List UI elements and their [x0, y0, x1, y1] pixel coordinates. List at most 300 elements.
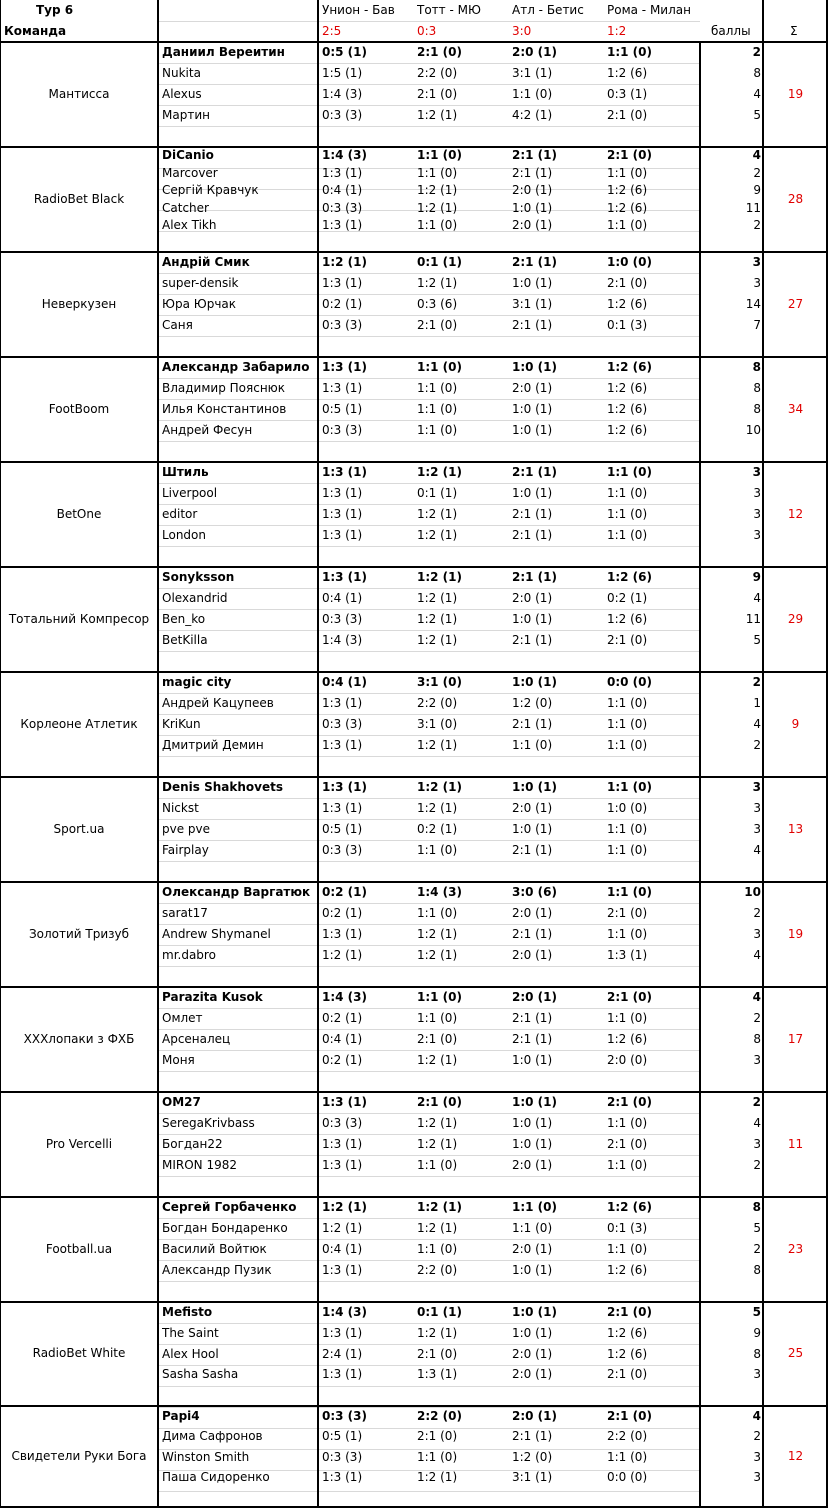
prediction-cell: 1:2 (6)	[607, 381, 648, 395]
divider-points	[699, 42, 701, 1508]
prediction-cell: 0:4 (1)	[322, 675, 367, 689]
player-points: 8	[752, 1200, 761, 1214]
prediction-cell: 1:1 (0)	[607, 486, 648, 500]
grid-line	[158, 861, 700, 862]
player-points: 4	[753, 717, 761, 731]
prediction-cell: 1:2 (1)	[417, 1116, 458, 1130]
player-name: Marcover	[162, 165, 218, 180]
prediction-cell: 1:3 (1)	[607, 948, 648, 962]
captain-name: OM27	[162, 1095, 201, 1109]
block-separator	[0, 986, 828, 988]
prediction-cell: 0:1 (1)	[417, 1305, 462, 1319]
team-total: 19	[787, 926, 804, 941]
prediction-cell: 3:1 (1)	[512, 1470, 553, 1485]
captain-name: Denis Shakhovets	[162, 780, 283, 794]
player-points: 4	[752, 1409, 761, 1423]
prediction-cell: 0:3 (3)	[322, 717, 363, 731]
prediction-cell: 0:1 (1)	[417, 255, 462, 269]
prediction-cell: 2:1 (1)	[512, 1429, 553, 1444]
prediction-cell: 1:1 (0)	[417, 402, 458, 416]
player-points: 11	[745, 200, 761, 215]
prediction-cell: 2:2 (0)	[417, 696, 458, 710]
team-name: Pro Vercelli	[45, 1136, 113, 1151]
prediction-cell: 2:0 (1)	[512, 1367, 553, 1382]
prediction-cell: 0:5 (1)	[322, 822, 363, 836]
prediction-cell: 1:0 (0)	[607, 255, 652, 269]
prediction-cell: 1:1 (0)	[512, 1200, 557, 1214]
prediction-cell: 0:2 (1)	[322, 885, 367, 899]
prediction-cell: 1:3 (1)	[322, 1325, 363, 1340]
prediction-cell: 0:1 (3)	[607, 318, 648, 332]
prediction-cell: 2:1 (0)	[607, 1409, 652, 1423]
team-total: 12	[787, 1449, 804, 1463]
prediction-cell: 1:3 (1)	[322, 738, 363, 752]
prediction-cell: 1:2 (6)	[607, 1200, 652, 1214]
player-points: 2	[753, 1011, 761, 1025]
prediction-cell: 2:1 (1)	[512, 148, 557, 162]
prediction-cell: 1:1 (0)	[607, 507, 648, 521]
player-points: 3	[753, 1449, 761, 1464]
player-points: 2	[753, 1158, 761, 1172]
prediction-cell: 1:2 (1)	[322, 255, 367, 269]
team-total: 34	[787, 401, 804, 416]
captain-name: Андрій Смик	[162, 255, 250, 269]
prediction-cell: 1:1 (0)	[607, 822, 648, 836]
prediction-cell: 2:1 (1)	[512, 465, 557, 479]
prediction-cell: 1:2 (1)	[417, 276, 458, 290]
player-points: 3	[753, 801, 761, 815]
prediction-cell: 1:2 (1)	[417, 1200, 462, 1214]
prediction-cell: 1:0 (1)	[512, 1116, 553, 1130]
prediction-cell: 0:1 (1)	[417, 486, 458, 500]
block-separator	[0, 566, 828, 568]
prediction-cell: 1:0 (1)	[512, 486, 553, 500]
prediction-cell: 1:0 (1)	[512, 675, 557, 689]
prediction-cell: 2:0 (1)	[512, 1409, 557, 1423]
prediction-cell: 1:1 (0)	[607, 885, 652, 899]
prediction-cell: 1:4 (3)	[322, 990, 367, 1004]
team-name: Тотальний Компресор	[8, 611, 150, 626]
prediction-cell: 0:3 (3)	[322, 108, 363, 122]
player-points: 8	[753, 1346, 761, 1361]
prediction-cell: 2:1 (1)	[512, 165, 553, 180]
player-points: 11	[745, 612, 761, 626]
match-2-result: 0:3	[417, 24, 437, 38]
prediction-cell: 2:0 (1)	[512, 1346, 553, 1361]
prediction-cell: 1:2 (6)	[607, 183, 648, 197]
prediction-cell: 1:3 (1)	[322, 1367, 363, 1382]
divider-team	[157, 0, 159, 1508]
player-name: Омлет	[162, 1011, 203, 1025]
prediction-cell: 1:2 (1)	[322, 948, 363, 962]
prediction-cell: 1:2 (1)	[417, 1053, 458, 1067]
prediction-cell: 0:2 (1)	[322, 906, 363, 920]
player-points: 3	[752, 780, 761, 794]
prediction-cell: 1:1 (0)	[512, 1221, 553, 1235]
player-points: 3	[753, 507, 761, 521]
prediction-cell: 2:1 (0)	[607, 1137, 648, 1151]
prediction-cell: 1:2 (1)	[417, 507, 458, 521]
prediction-cell: 1:1 (0)	[417, 1242, 458, 1256]
prediction-cell: 0:4 (1)	[322, 591, 363, 605]
prediction-cell: 2:1 (1)	[512, 1032, 553, 1046]
prediction-cell: 0:5 (1)	[322, 1429, 363, 1444]
prediction-cell: 1:1 (0)	[607, 1242, 648, 1256]
prediction-cell: 1:1 (0)	[417, 218, 458, 232]
prediction-cell: 1:1 (0)	[607, 843, 648, 857]
prediction-cell: 1:1 (0)	[607, 528, 648, 542]
prediction-cell: 1:2 (1)	[417, 927, 458, 941]
player-points: 2	[753, 165, 761, 180]
prediction-cell: 1:4 (3)	[417, 885, 462, 899]
player-points: 8	[752, 360, 761, 374]
block-separator	[0, 41, 828, 43]
player-points: 3	[753, 486, 761, 500]
player-points: 4	[753, 591, 761, 605]
prediction-cell: 1:2 (1)	[417, 1221, 458, 1235]
block-separator	[0, 1301, 828, 1303]
player-name: Catcher	[162, 200, 209, 215]
prediction-cell: 2:1 (0)	[607, 1095, 652, 1109]
prediction-cell: 1:3 (1)	[322, 927, 363, 941]
team-total: 12	[787, 506, 804, 521]
prediction-cell: 1:3 (1)	[322, 360, 367, 374]
prediction-cell: 0:0 (0)	[607, 1470, 648, 1485]
team-name: Корлеоне Атлетик	[20, 716, 138, 731]
prediction-cell: 0:3 (3)	[322, 1409, 367, 1423]
prediction-cell: 1:2 (1)	[417, 801, 458, 815]
team-name: Неверкузен	[41, 296, 117, 311]
prediction-cell: 1:2 (6)	[607, 1263, 648, 1277]
prediction-cell: 0:3 (3)	[322, 318, 363, 332]
grid-line	[158, 966, 700, 967]
prediction-cell: 2:1 (1)	[512, 633, 553, 647]
player-name: Саня	[162, 318, 193, 332]
block-separator	[0, 356, 828, 358]
player-name: sarat17	[162, 906, 208, 920]
prediction-cell: 2:1 (0)	[607, 108, 648, 122]
team-column-header: Команда	[4, 24, 67, 38]
points-column-header: баллы	[711, 24, 751, 38]
player-name: Моня	[162, 1053, 195, 1067]
player-points: 5	[753, 108, 761, 122]
divider-sum	[762, 0, 764, 1508]
prediction-cell: 3:1 (1)	[512, 297, 553, 311]
player-points: 2	[752, 1095, 761, 1109]
block-separator	[0, 1196, 828, 1198]
captain-name: Олександр Варгатюк	[162, 885, 311, 899]
prediction-cell: 2:0 (1)	[512, 948, 553, 962]
player-points: 8	[753, 1263, 761, 1277]
team-name: Мантисса	[48, 86, 110, 101]
player-name: Nickst	[162, 801, 199, 815]
prediction-cell: 2:1 (0)	[417, 1095, 462, 1109]
prediction-cell: 1:2 (1)	[417, 591, 458, 605]
player-points: 3	[753, 1137, 761, 1151]
team-total: 23	[787, 1241, 804, 1256]
player-points: 2	[752, 45, 761, 59]
prediction-cell: 1:2 (6)	[607, 612, 648, 626]
prediction-cell: 1:2 (6)	[607, 360, 652, 374]
player-name: The Saint	[162, 1325, 219, 1340]
player-name: Сергій Кравчук	[162, 183, 259, 197]
prediction-cell: 1:1 (0)	[607, 717, 648, 731]
prediction-cell: 1:1 (0)	[417, 843, 458, 857]
prediction-cell: 1:1 (0)	[607, 165, 648, 180]
tour-label: Тур 6	[36, 3, 74, 17]
prediction-cell: 1:2 (1)	[417, 633, 458, 647]
team-name: Sport.ua	[53, 821, 105, 836]
grid-line	[158, 441, 700, 442]
player-name: Liverpool	[162, 486, 218, 500]
prediction-cell: 2:1 (1)	[512, 843, 553, 857]
match-3-result: 3:0	[512, 24, 532, 38]
player-points: 10	[745, 423, 761, 437]
captain-name: Штиль	[162, 465, 209, 479]
player-name: Паша Сидоренко	[162, 1470, 270, 1485]
player-name: SeregaKrivbass	[162, 1116, 255, 1130]
team-total: 9	[791, 716, 800, 731]
prediction-cell: 1:3 (1)	[322, 218, 363, 232]
prediction-cell: 1:2 (1)	[417, 1137, 458, 1151]
prediction-cell: 1:1 (0)	[607, 465, 652, 479]
prediction-cell: 0:2 (1)	[322, 1011, 363, 1025]
prediction-cell: 1:0 (1)	[512, 1305, 557, 1319]
player-name: Fairplay	[162, 843, 209, 857]
prediction-cell: 0:3 (3)	[322, 1449, 363, 1464]
prediction-cell: 2:1 (0)	[417, 45, 462, 59]
match-2-header: Тотт - МЮ	[417, 3, 481, 17]
prediction-cell: 1:3 (1)	[322, 528, 363, 542]
player-points: 5	[753, 633, 761, 647]
prediction-cell: 1:2 (1)	[417, 528, 458, 542]
prediction-cell: 1:0 (1)	[512, 1137, 553, 1151]
grid-line	[158, 21, 700, 22]
team-name: Football.ua	[45, 1241, 113, 1256]
prediction-cell: 1:0 (1)	[512, 200, 553, 215]
prediction-cell: 4:2 (1)	[512, 108, 553, 122]
prediction-cell: 1:0 (1)	[512, 276, 553, 290]
prediction-cell: 1:2 (6)	[607, 297, 648, 311]
prediction-cell: 1:2 (1)	[417, 612, 458, 626]
prediction-cell: 2:4 (1)	[322, 1346, 363, 1361]
prediction-cell: 1:0 (0)	[607, 801, 648, 815]
prediction-cell: 1:5 (1)	[322, 66, 363, 80]
player-name: Olexandrid	[162, 591, 228, 605]
grid-line	[158, 1071, 700, 1072]
prediction-cell: 1:0 (1)	[512, 360, 557, 374]
prediction-cell: 1:1 (0)	[512, 87, 553, 101]
prediction-cell: 1:3 (1)	[322, 486, 363, 500]
prediction-cell: 1:0 (1)	[512, 1095, 557, 1109]
player-points: 2	[753, 1242, 761, 1256]
player-points: 8	[753, 1032, 761, 1046]
player-points: 2	[753, 218, 761, 232]
prediction-cell: 1:1 (0)	[417, 381, 458, 395]
prediction-cell: 2:0 (1)	[512, 990, 557, 1004]
player-name: MIRON 1982	[162, 1158, 238, 1172]
player-points: 8	[753, 381, 761, 395]
prediction-cell: 0:2 (1)	[322, 297, 363, 311]
player-name: pve pve	[162, 822, 211, 836]
grid-line	[158, 1281, 700, 1282]
prediction-cell: 1:1 (0)	[607, 1158, 648, 1172]
prediction-cell: 2:1 (1)	[512, 255, 557, 269]
team-name: RadioBet Black	[33, 191, 125, 206]
captain-name: magic city	[162, 675, 232, 689]
player-points: 3	[753, 822, 761, 836]
prediction-cell: 2:0 (1)	[512, 906, 553, 920]
prediction-cell: 1:2 (1)	[417, 1470, 458, 1485]
captain-name: DiCanio	[162, 148, 214, 162]
team-total: 11	[787, 1136, 804, 1151]
player-name: Богдан22	[162, 1137, 223, 1151]
player-points: 9	[752, 570, 761, 584]
prediction-cell: 1:2 (6)	[607, 200, 648, 215]
prediction-cell: 2:0 (1)	[512, 801, 553, 815]
prediction-cell: 2:1 (1)	[512, 318, 553, 332]
block-separator	[0, 881, 828, 883]
player-points: 3	[753, 1470, 761, 1485]
player-points: 4	[752, 990, 761, 1004]
captain-name: Mefisto	[162, 1305, 213, 1319]
player-name: Дима Сафронов	[162, 1429, 263, 1444]
prediction-cell: 1:2 (1)	[417, 465, 462, 479]
prediction-cell: 1:1 (0)	[417, 1449, 458, 1464]
player-points: 5	[753, 1221, 761, 1235]
prediction-cell: 2:1 (0)	[417, 1429, 458, 1444]
prediction-cell: 2:0 (1)	[512, 218, 553, 232]
grid-line	[158, 546, 700, 547]
prediction-cell: 1:3 (1)	[417, 1367, 458, 1382]
prediction-cell: 2:1 (0)	[607, 1367, 648, 1382]
team-name: Золотий Тризуб	[28, 926, 130, 941]
player-points: 3	[753, 528, 761, 542]
prediction-cell: 1:1 (0)	[417, 148, 462, 162]
player-name: Илья Константинов	[162, 402, 287, 416]
player-name: Sasha Sasha	[162, 1367, 239, 1382]
prediction-cell: 1:2 (1)	[417, 183, 458, 197]
prediction-cell: 2:2 (0)	[417, 1409, 462, 1423]
player-name: Andrew Shymanel	[162, 927, 271, 941]
sum-column-header: Σ	[790, 24, 798, 38]
prediction-cell: 2:2 (0)	[607, 1429, 648, 1444]
grid-line	[158, 756, 700, 757]
player-points: 2	[753, 1429, 761, 1444]
prediction-cell: 0:2 (1)	[417, 822, 458, 836]
player-name: Alexus	[162, 87, 202, 101]
prediction-cell: 1:3 (1)	[322, 801, 363, 815]
prediction-cell: 1:1 (0)	[512, 738, 553, 752]
prediction-cell: 0:3 (3)	[322, 423, 363, 437]
prediction-cell: 2:1 (0)	[607, 1305, 652, 1319]
player-points: 4	[753, 948, 761, 962]
prediction-cell: 1:2 (1)	[322, 1200, 367, 1214]
prediction-cell: 1:0 (1)	[512, 822, 553, 836]
divider-player	[317, 0, 319, 1508]
player-name: Арсеналец	[162, 1032, 231, 1046]
team-total: 29	[787, 611, 804, 626]
player-points: 5	[752, 1305, 761, 1319]
prediction-cell: 2:0 (1)	[512, 1242, 553, 1256]
prediction-cell: 1:3 (1)	[322, 1263, 363, 1277]
prediction-cell: 1:3 (1)	[322, 465, 367, 479]
player-points: 3	[753, 927, 761, 941]
block-separator	[0, 1405, 828, 1407]
player-points: 3	[753, 1367, 761, 1382]
team-total: 27	[787, 296, 804, 311]
prediction-cell: 0:0 (0)	[607, 675, 652, 689]
prediction-cell: 2:1 (1)	[512, 717, 553, 731]
prediction-cell: 1:2 (1)	[417, 948, 458, 962]
team-total: 17	[787, 1031, 804, 1046]
block-separator	[0, 671, 828, 673]
prediction-cell: 0:4 (1)	[322, 1242, 363, 1256]
team-name: FootBoom	[48, 401, 110, 416]
prediction-cell: 1:1 (0)	[417, 990, 462, 1004]
grid-line	[158, 126, 700, 127]
grid-line	[158, 1386, 700, 1387]
prediction-cell: 2:1 (1)	[512, 507, 553, 521]
prediction-cell: 1:3 (1)	[322, 507, 363, 521]
prediction-cell: 1:3 (1)	[322, 1095, 367, 1109]
player-points: 3	[753, 276, 761, 290]
border-left	[0, 0, 1, 1508]
player-name: Владимир Пояснюк	[162, 381, 286, 395]
prediction-cell: 2:0 (1)	[512, 591, 553, 605]
prediction-cell: 1:2 (1)	[417, 200, 458, 215]
prediction-cell: 2:0 (0)	[607, 1053, 648, 1067]
player-name: mr.dabro	[162, 948, 216, 962]
prediction-cell: 0:3 (6)	[417, 297, 458, 311]
player-points: 1	[753, 696, 761, 710]
prediction-cell: 2:1 (1)	[512, 927, 553, 941]
grid-line	[158, 1491, 700, 1492]
prediction-cell: 2:1 (0)	[607, 906, 648, 920]
player-name: Богдан Бондаренко	[162, 1221, 288, 1235]
player-points: 3	[753, 1053, 761, 1067]
prediction-cell: 2:1 (0)	[417, 87, 458, 101]
prediction-cell: 1:1 (0)	[607, 780, 652, 794]
player-points: 8	[753, 402, 761, 416]
block-separator	[0, 461, 828, 463]
prediction-cell: 0:4 (1)	[322, 1032, 363, 1046]
prediction-cell: 1:1 (0)	[607, 696, 648, 710]
prediction-cell: 3:1 (0)	[417, 717, 458, 731]
prediction-cell: 2:1 (1)	[512, 570, 557, 584]
grid-line	[158, 1176, 700, 1177]
player-name: London	[162, 528, 206, 542]
prediction-cell: 0:3 (3)	[322, 612, 363, 626]
prediction-cell: 1:1 (0)	[607, 738, 648, 752]
match-3-header: Атл - Бетис	[512, 3, 584, 17]
prediction-cell: 2:1 (0)	[417, 318, 458, 332]
player-points: 2	[753, 738, 761, 752]
prediction-cell: 1:1 (0)	[417, 1158, 458, 1172]
player-points: 4	[753, 843, 761, 857]
captain-name: Parazita Kusok	[162, 990, 263, 1004]
player-points: 2	[752, 675, 761, 689]
prediction-cell: 1:3 (1)	[322, 780, 367, 794]
prediction-cell: 1:0 (1)	[512, 1325, 553, 1340]
prediction-cell: 1:3 (1)	[322, 696, 363, 710]
player-name: Андрей Кацупеев	[162, 696, 274, 710]
prediction-cell: 2:0 (1)	[512, 1158, 553, 1172]
team-name: BetOne	[56, 506, 102, 521]
player-points: 4	[752, 148, 761, 162]
player-name: Nukita	[162, 66, 201, 80]
prediction-cell: 1:2 (6)	[607, 1325, 648, 1340]
